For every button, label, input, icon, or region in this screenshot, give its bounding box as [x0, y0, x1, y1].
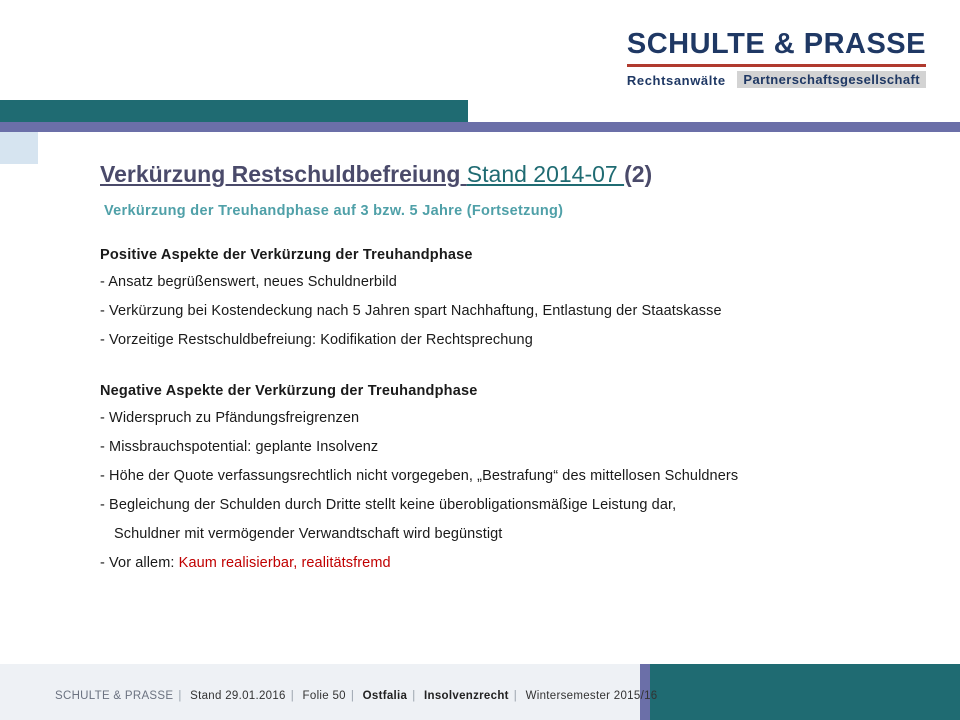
company-logo — [627, 30, 926, 88]
page-title-part2: Stand 2014-07 — [466, 161, 625, 187]
list-item: - Vorzeitige Restschuldbefreiung: Kodifikation der Rechtsprechung — [100, 331, 533, 348]
list-item: - Missbrauchspotential: geplante Insolvenz — [100, 438, 379, 455]
header-bar-purple — [0, 122, 960, 132]
list-item: - Ansatz begrüßenswert, neues Schuldnerbild — [100, 273, 397, 290]
list-item-prefix: - Vor allem: — [100, 554, 179, 571]
page-title-part3: (2) — [624, 161, 653, 187]
logo-subtitle-right: Partnerschaftsgesellschaft — [737, 71, 926, 88]
logo-divider — [627, 64, 926, 67]
slide-content — [100, 160, 900, 584]
footer-school: Ostfalia — [362, 690, 408, 702]
footer-text — [55, 690, 657, 702]
footer-separator: | — [350, 690, 355, 702]
header-bar-teal — [0, 100, 468, 122]
logo-subtitle-left: Rechtsanwälte — [626, 73, 726, 88]
list-item-continuation: Schuldner mit vermögender Verwandtschaft wird begünstigt — [114, 525, 503, 542]
list-item: - Begleichung der Schulden durch Dritte stellt keine überobligationsmäßige Leistung dar, — [100, 496, 677, 513]
negative-section-heading: Negative Aspekte der Verkürzung der Treuhandphase — [100, 382, 478, 399]
list-item: - Verkürzung bei Kostendeckung nach 5 Jahren spart Nachhaftung, Entlastung der Staatskasse — [100, 302, 722, 319]
footer-slide-number: Folie 50 — [302, 690, 346, 702]
list-item-highlight-text: Kaum realisierbar, realitätsfremd — [178, 554, 391, 571]
list-item-highlighted — [100, 555, 900, 571]
list-item: - Widerspruch zu Pfändungsfreigrenzen — [100, 409, 360, 426]
page-title — [100, 160, 900, 189]
page-title-part1: Verkürzung Restschuldbefreiung — [100, 161, 467, 187]
footer-separator: | — [513, 690, 518, 702]
header-bar-lightblue — [0, 132, 38, 164]
footer-term: Wintersemester 2015/16 — [525, 690, 658, 702]
footer-accent-teal — [650, 664, 960, 720]
footer-course: Insolvenzrecht — [424, 690, 509, 702]
footer-separator: | — [290, 690, 295, 702]
section-spacer — [100, 361, 900, 383]
slide-subtitle: Verkürzung der Treuhandphase auf 3 bzw. 5 Jahre (Fortsetzung) — [104, 202, 564, 219]
footer-stand: Stand 29.01.2016 — [190, 690, 286, 702]
list-item: - Höhe der Quote verfassungsrechtlich nicht vorgegeben, „Bestrafung“ des mittellosen Schuldners — [100, 467, 739, 484]
positive-section-heading: Positive Aspekte der Verkürzung der Treuhandphase — [100, 246, 473, 263]
logo-company-name: SCHULTE & PRASSE — [626, 28, 926, 60]
footer-firm: SCHULTE & PRASSE — [55, 690, 174, 702]
footer-separator: | — [178, 690, 182, 702]
footer-separator: | — [412, 690, 416, 702]
